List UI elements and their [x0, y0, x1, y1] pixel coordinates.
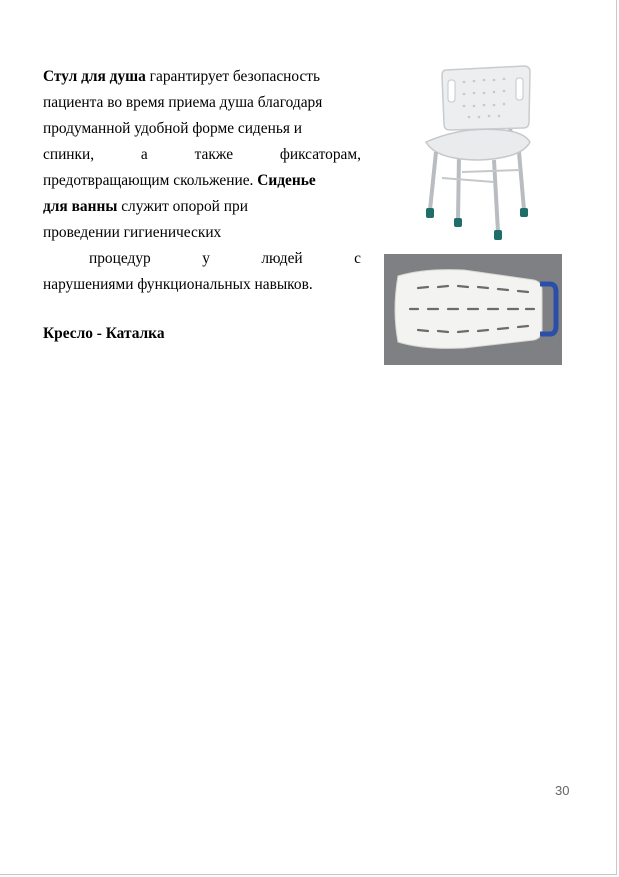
word: у	[202, 250, 210, 267]
word: а	[140, 146, 148, 163]
word: также	[194, 146, 234, 163]
text-line: служит опорой при	[117, 198, 248, 215]
word: процедур	[89, 250, 151, 267]
word: спинки,	[43, 146, 95, 163]
text-line: нарушениями функциональных навыков.	[43, 276, 313, 293]
page-number: 30	[555, 783, 570, 798]
text-line: предотвращающим скольжение.	[43, 172, 258, 189]
text-line: гарантирует безопасность	[145, 68, 321, 85]
word: людей	[261, 250, 303, 267]
word: фиксаторам,	[279, 146, 361, 163]
bath-seat-term-cont: для ванны	[43, 198, 118, 215]
description-paragraph	[43, 64, 361, 298]
text-line-justified	[43, 246, 361, 272]
bath-seat-board-image	[384, 254, 562, 365]
word: с	[354, 250, 361, 267]
text-line: пациента во время приема душа благодаря	[43, 94, 323, 111]
text-line-justified	[43, 142, 361, 168]
text-line: продуманной удобной форме сиденья и	[43, 120, 303, 137]
bath-seat-term: Сиденье	[257, 172, 316, 189]
text-line: проведении гигиенических	[43, 224, 222, 241]
shower-chair-image	[402, 60, 552, 245]
shower-chair-term: Стул для душа	[43, 68, 146, 85]
wheelchair-heading: Кресло - Каталка	[43, 325, 165, 342]
